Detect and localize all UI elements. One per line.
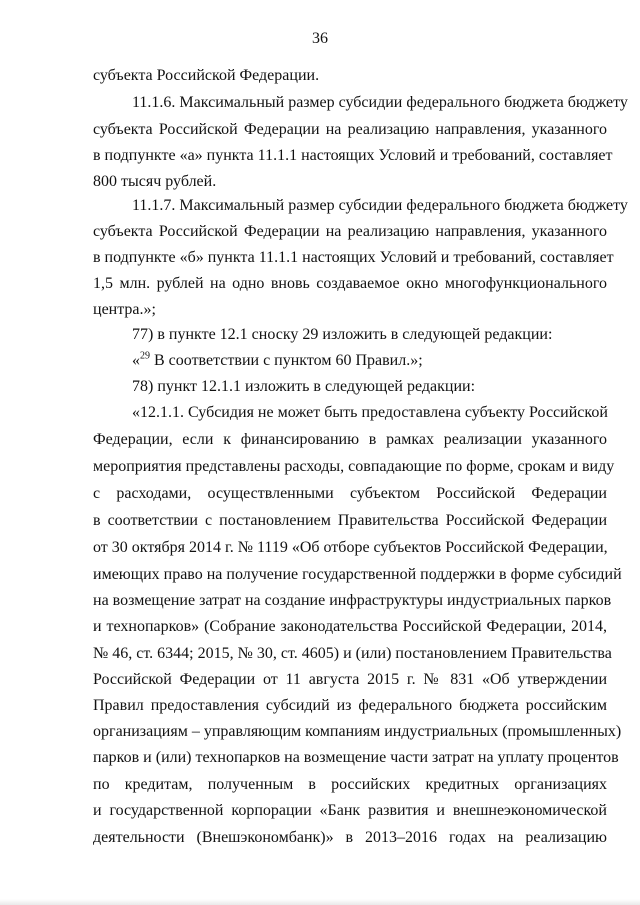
page-number: 36: [312, 30, 328, 47]
text-line: в подпункте «а» пункта 11.1.1 настоящих Условий и требований, составляет: [93, 147, 613, 164]
text-line: 78) пункт 12.1.1 изложить в следующей редакции:: [132, 378, 476, 395]
text-line: деятельности (Внешэкономбанк)» в 2013–2016 годах на реализацию: [93, 829, 607, 846]
text-line: и технопарков» (Собрание законодательства Российской Федерации, 2014,: [93, 618, 607, 635]
text-line: мероприятия представлены расходы, совпадающие по форме, срокам и виду: [93, 458, 615, 475]
text-line: на возмещение затрат на создание инфраструктуры индустриальных парков: [93, 592, 612, 609]
text-line: № 46, ст. 6344; 2015, № 30, ст. 4605) и (или) постановлением Правительства: [93, 645, 612, 662]
text-line: 11.1.6. Максимальный размер субсидии федерального бюджета бюджету: [132, 94, 628, 111]
text-line: организациям – управляющим компаниям индустриальных (промышленных): [93, 723, 622, 740]
text-line: от 30 октября 2014 г. № 1119 «Об отборе субъектов Российской Федерации,: [93, 539, 608, 556]
text-line: 1,5 млн. рублей на одно вновь создаваемое окно многофункционального: [93, 275, 607, 292]
text-line: субъекта Российской Федерации на реализацию направления, указанного: [93, 223, 607, 240]
text-line: в подпункте «б» пункта 11.1.1 настоящих Условий и требований, составляет: [93, 249, 614, 266]
text-line: Правил предоставления субсидий из федерального бюджета российским: [93, 697, 607, 714]
text-line: с расходами, осуществленными субъектом Российской Федерации: [93, 485, 607, 502]
footnote-marker: 29: [140, 350, 150, 362]
footnote-text: В соответствии с пунктом 60 Правил.»;: [150, 352, 423, 369]
text-line: имеющих право на получение государственной поддержки в форме субсидий: [93, 566, 622, 583]
text-line: по кредитам, полученным в российских кредитных организациях: [93, 776, 607, 793]
text-line: субъекта Российской Федерации.: [93, 67, 320, 84]
text-line: 800 тысяч рублей.: [93, 173, 217, 190]
text-line: центра.»;: [93, 301, 156, 318]
text-line: 77) в пункте 12.1 сноску 29 изложить в следующей редакции:: [132, 326, 553, 343]
text-line: 11.1.7. Максимальный размер субсидии федерального бюджета бюджету: [132, 197, 628, 214]
text-line: «12.1.1. Субсидия не может быть предоставлена субъекту Российской: [132, 404, 608, 421]
scan-bottom-edge: [0, 899, 640, 905]
text-line: субъекта Российской Федерации на реализацию направления, указанного: [93, 121, 607, 138]
text-line: Федерации, если к финансированию в рамках реализации указанного: [93, 431, 607, 448]
opening-quote: «: [132, 352, 140, 369]
text-line: и государственной корпорации «Банк развития и внешнеэкономической: [93, 802, 607, 819]
text-line: в соответствии с постановлением Правительства Российской Федерации: [93, 512, 607, 529]
footnote-line: [132, 349, 607, 373]
text-line: парков и (или) технопарков на возмещение части затрат на уплату процентов: [93, 749, 619, 766]
text-line: Российской Федерации от 11 августа 2015 г. № 831 «Об утверждении: [93, 671, 607, 688]
